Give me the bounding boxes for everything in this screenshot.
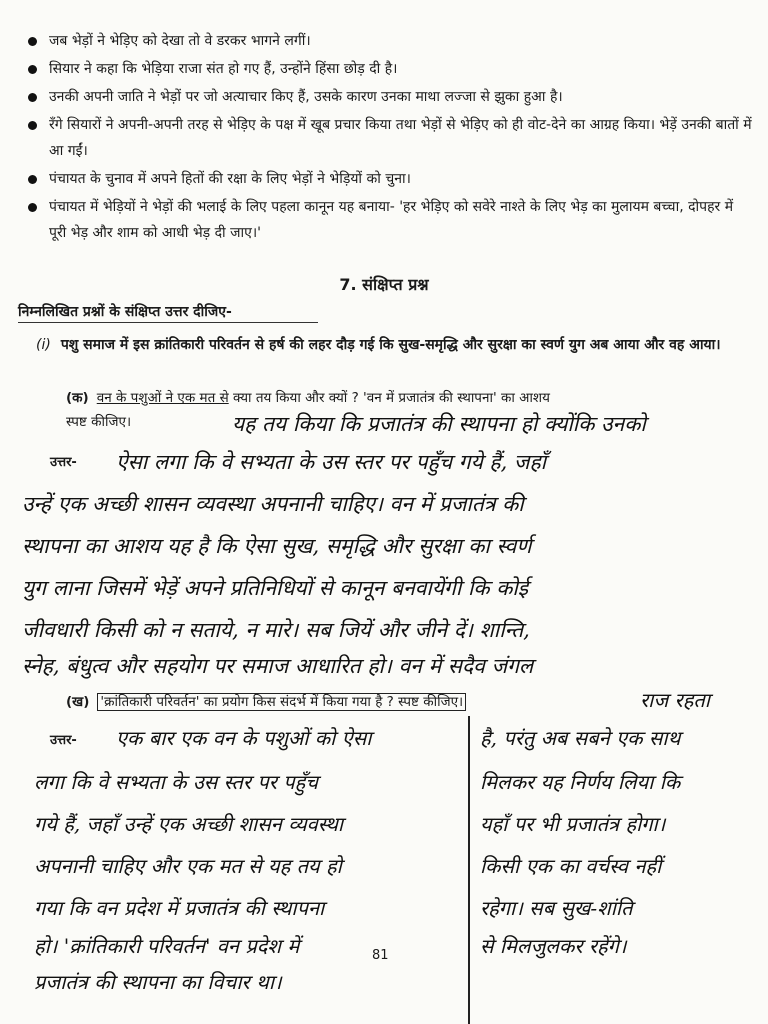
handwritten-line: प्रजातंत्र की स्थापना का विचार था। [34,970,282,994]
answer-label: उत्तर- [50,733,77,748]
handwritten-line: मिलकर यह निर्णय लिया कि [480,770,681,794]
handwritten-line: है, परंतु अब सबने एक साथ [480,726,681,750]
list-item: सियार ने कहा कि भेड़िया राजा संत हो गए हैं, उन्होंने हिंसा छोड़ दी है। [22,56,752,82]
bullet-icon [28,203,37,212]
bullet-list [22,28,752,248]
subquestion-text: क्या तय किया और क्यों ? 'वन में प्रजातंत्र की स्थापना' का आशय [228,390,550,406]
page-number: 81 [372,948,389,963]
question-text: पशु समाज में इस क्रांतिकारी परिवर्तन से हर्ष की लहर दौड़ गई कि सुख-समृद्धि और सुरक्षा का स्वर्ण युग अब आया और वह आया। [60,337,721,353]
handwritten-line: लगा कि वे सभ्यता के उस स्तर पर पहुँच [34,770,318,794]
handwritten-line: उन्हें एक अच्छी शासन व्यवस्था अपनानी चाहिए। वन में प्रजातंत्र की [22,492,524,516]
subquestion-text-line2: स्पष्ट कीजिए। [66,414,132,430]
handwritten-line: स्थापना का आशय यह है कि ऐसा सुख, समृद्धि और सुरक्षा का स्वर्ण [22,534,532,558]
handwritten-line: रहेगा। सब सुख-शांति [480,896,633,920]
handwritten-line: यह तय किया कि प्रजातंत्र की स्थापना हो क्योंकि उनको [232,412,646,436]
instruction-text: निम्नलिखित प्रश्नों के संक्षिप्त उत्तर दीजिए- [18,304,232,320]
bullet-icon [28,121,37,130]
handwritten-line: स्नेह, बंधुत्व और सहयोग पर समाज आधारित हो। वन में सदैव जंगल [22,654,534,678]
instruction-underline [18,322,318,323]
handwritten-line: हो। 'क्रांतिकारी परिवर्तन' वन प्रदेश में [34,934,300,958]
list-item: रँगे सियारों ने अपनी-अपनी तरह से भेड़िए के पक्ष में खूब प्रचार किया तथा भेड़ों से भेड़िए को ही वोट-देने का आग्रह किया। भेड़ें उनकी बातों में आ गईं। [22,112,752,164]
column-divider [468,716,470,1024]
subquestion-label: (क) [66,390,89,406]
bullet-icon [28,37,37,46]
underlined-phrase: वन के पशुओं ने एक मत से [96,390,229,406]
handwritten-line: ऐसा लगा कि वे सभ्यता के उस स्तर पर पहुँच गये हैं, जहाँ [116,450,547,474]
handwritten-line: गये हैं, जहाँ उन्हें एक अच्छी शासन व्यवस्था [34,812,344,836]
handwritten-line: से मिलजुलकर रहेंगे। [480,934,627,958]
subquestion-label: (ख) [66,694,90,710]
list-item: पंचायत में भेड़ियों ने भेड़ों की भलाई के लिए पहला कानून यह बनाया- 'हर भेड़िए को सवेरे नाश्ते के लिए भेड़ का मुलायम बच्चा, दोपहर में पूरी भेड़ और शाम को आधी भेड़ दी जाए।' [22,194,752,246]
handwritten-line: गया कि वन प्रदेश में प्रजातंत्र की स्थापना [34,896,325,920]
handwritten-line: अपनानी चाहिए और एक मत से यह तय हो [34,854,342,878]
bullet-icon [28,93,37,102]
subquestion-kha [66,690,466,714]
subquestion-text: 'क्रांतिकारी परिवर्तन' का प्रयोग किस संदर्भ में किया गया है ? स्पष्ट कीजिए। [97,693,466,711]
handwritten-line: किसी एक का वर्चस्व नहीं [480,854,662,878]
handwritten-line: युग लाना जिसमें भेड़ें अपने प्रतिनिधियों से कानून बनवायेंगी कि कोई [22,576,529,600]
bullet-icon [28,65,37,74]
list-item: जब भेड़ों ने भेड़िए को देखा तो वे डरकर भागने लगीं। [22,28,752,54]
answer-label: उत्तर- [50,455,77,470]
question-1 [36,333,746,357]
section-title: 7. संक्षिप्त प्रश्न [339,275,429,294]
question-number: (i) [36,337,51,353]
handwritten-line: राज रहता [640,688,710,712]
list-item: उनकी अपनी जाति ने भेड़ों पर जो अत्याचार किए हैं, उसके कारण उनका माथा लज्जा से झुका हुआ है। [22,84,752,110]
list-item: पंचायत के चुनाव में अपने हितों की रक्षा के लिए भेड़ों ने भेड़ियों को चुना। [22,166,752,192]
bullet-icon [28,175,37,184]
handwritten-line: यहाँ पर भी प्रजातंत्र होगा। [480,812,666,836]
handwritten-line: जीवधारी किसी को न सताये, न मारे। सब जियें और जीने दें। शान्ति, [22,618,530,642]
handwritten-line: एक बार एक वन के पशुओं को ऐसा [116,726,372,750]
